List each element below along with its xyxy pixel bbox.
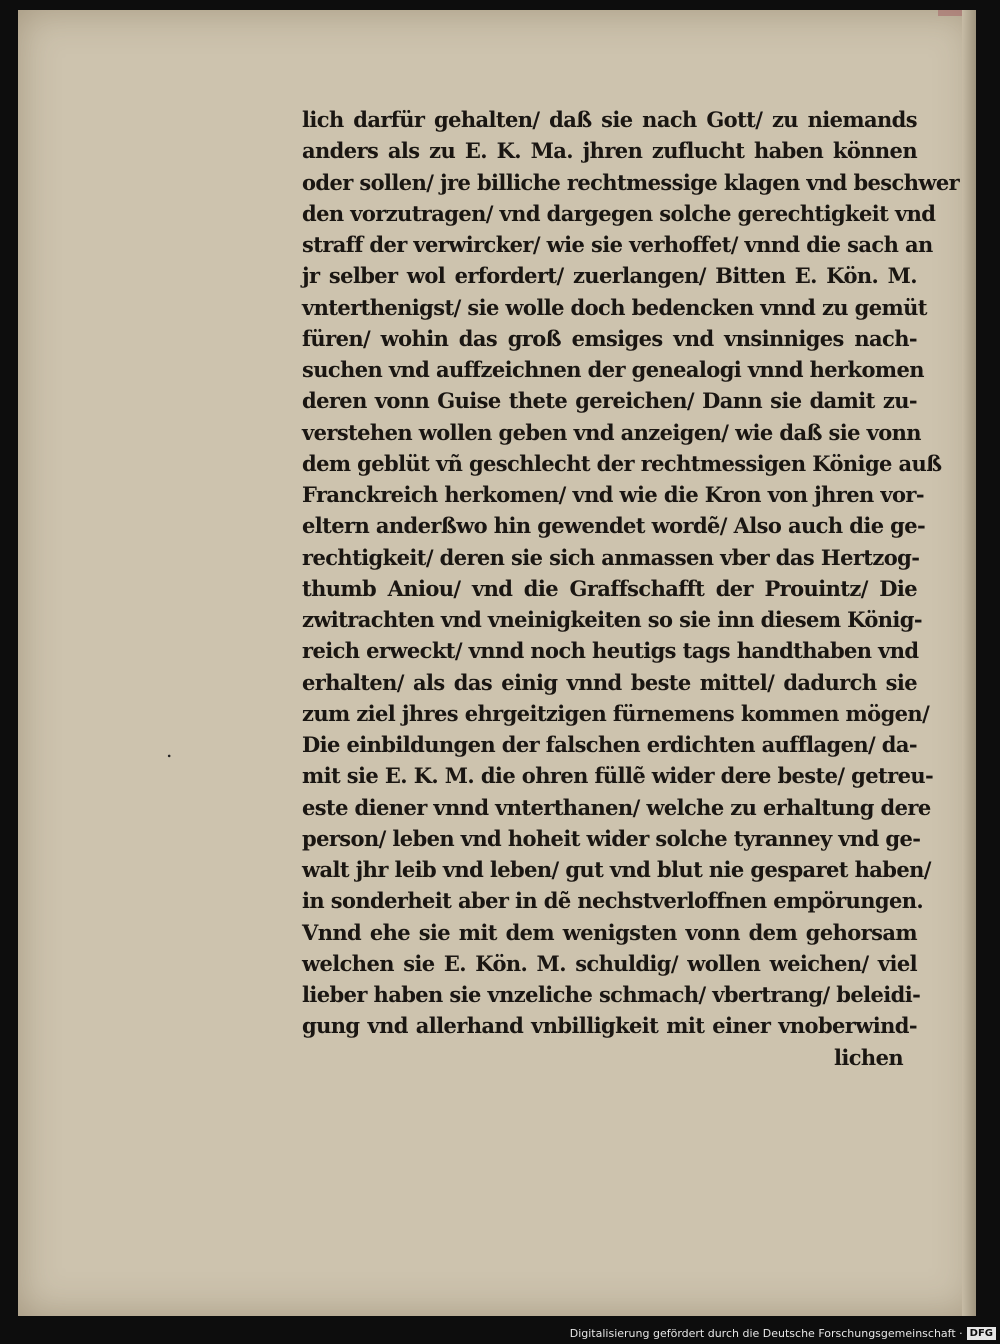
catchword: lichen (833, 1044, 903, 1070)
text-line: zwitrachten vnd vneinigkeiten so sie inn diesem König- (302, 607, 922, 632)
text-line: welchen sie E. Kön. M. schuldig/ wollen weichen/ viel (302, 950, 917, 976)
text-line: lieber haben sie vnzeliche schmach/ vbertrang/ beleidi- (302, 982, 921, 1007)
footer-credit (570, 1327, 996, 1340)
text-line: Die einbildungen der falschen erdichten aufflagen/ da- (302, 732, 918, 757)
text-line: oder sollen/ jre billiche rechtmessige klagen vnd beschwer (302, 169, 960, 195)
page-edge-mark (938, 10, 962, 16)
text-line: suchen vnd auffzeichnen der genealogi vnnd herkomen (302, 357, 924, 382)
text-line: zum ziel jhres ehrgeitzigen fürnemens kommen mögen/ (302, 700, 930, 726)
text-line: walt jhr leib vnd leben/ gut vnd blut nie gesparet haben/ (302, 857, 931, 882)
text-line: dem geblüt vñ geschlecht der rechtmessigen Könige auß (302, 450, 942, 476)
text-line: eltern anderßwo hin gewendet wordẽ/ Also auch die ge- (302, 513, 926, 539)
text-line: gung vnd allerhand vnbilligkeit mit einer vnoberwind- (302, 1013, 917, 1039)
footer-credit-text: Digitalisierung gefördert durch die Deutsche Forschungsgemeinschaft · (569, 1327, 963, 1340)
text-line: este diener vnnd vnterthanen/ welche zu erhaltung dere (302, 794, 931, 820)
text-line: in sonderheit aber in dẽ nechstverloffnen empörungen. (302, 888, 924, 914)
text-line: thumb Aniou/ vnd die Graffschafft der Prouintz/ Die (302, 575, 917, 601)
text-line: jr selber wol erfordert/ zuerlangen/ Bitten E. Kön. M. (302, 263, 917, 289)
text-line: rechtigkeit/ deren sie sich anmassen vber das Hertzog- (302, 544, 920, 570)
text-line: person/ leben vnd hoheit wider solche tyranney vnd ge- (302, 825, 921, 851)
text-line: lich darfür gehalten/ daß sie nach Gott/ zu niemands (302, 107, 917, 132)
margin-mark: . (166, 738, 173, 762)
text-line: Vnnd ehe sie mit dem wenigsten vonn dem gehorsam (302, 919, 917, 945)
dfg-logo-icon: DFG (967, 1327, 996, 1340)
text-line: anders als zu E. K. Ma. jhren zuflucht haben können (302, 138, 917, 164)
text-line: deren vonn Guise thete gereichen/ Dann sie damit zu- (302, 388, 917, 414)
text-line: füren/ wohin das groß emsiges vnd vnsinniges nach- (302, 325, 917, 351)
body-text (302, 104, 960, 1073)
text-line: verstehen wollen geben vnd anzeigen/ wie daß sie vonn (302, 419, 921, 445)
text-line: mit sie E. K. M. die ohren füllẽ wider dere beste/ getreu- (302, 763, 934, 789)
text-line: reich erweckt/ vnnd noch heutigs tags handthaben vnd (302, 638, 919, 664)
text-line: straff der verwircker/ wie sie verhoffet/ vnnd die sach an (302, 232, 933, 257)
text-line: Franckreich herkomen/ vnd wie die Kron von jhren vor- (302, 482, 924, 507)
text-line: den vorzutragen/ vnd dargegen solche gerechtigkeit vnd (302, 200, 936, 226)
text-line: vnterthenigst/ sie wolle doch bedencken vnnd zu gemüt (302, 294, 927, 320)
text-line: erhalten/ als das einig vnnd beste mittel/ dadurch sie (302, 669, 917, 695)
